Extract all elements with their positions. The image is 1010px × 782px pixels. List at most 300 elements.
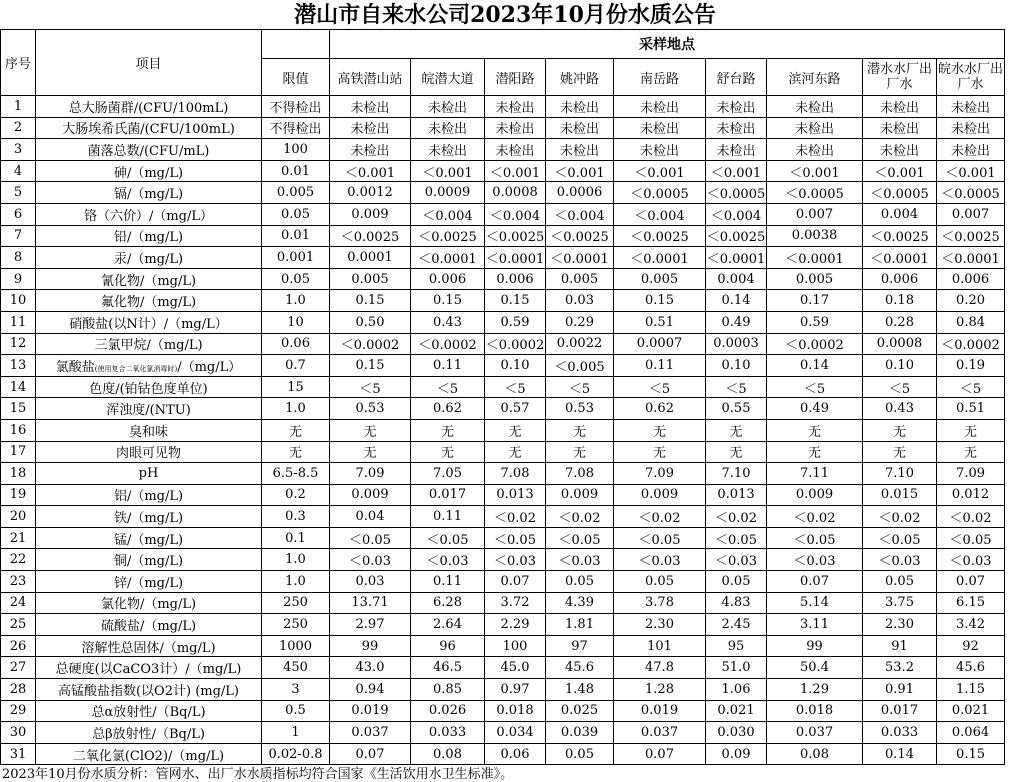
row-item: 溶解性总固体/（mg/L) — [36, 635, 262, 657]
row-value: ＜0.02 — [614, 506, 706, 528]
header-limit: 限值 — [262, 59, 330, 96]
row-value: 未检出 — [546, 96, 614, 118]
row-value: ＜0.001 — [767, 160, 863, 182]
row-item: 铜/（mg/L) — [36, 549, 262, 571]
row-value: 0.03 — [546, 290, 614, 312]
row-value: 未检出 — [411, 117, 485, 139]
row-value: 0.17 — [767, 290, 863, 312]
row-value: 7.09 — [330, 463, 411, 485]
row-value: ＜0.0001 — [767, 247, 863, 269]
row-limit: 0.005 — [262, 182, 330, 204]
row-value: 0.009 — [546, 484, 614, 506]
row-item: pH — [36, 463, 262, 485]
row-number: 4 — [1, 160, 36, 182]
table-row — [1, 117, 1005, 139]
row-value: ＜0.02 — [863, 506, 937, 528]
row-value: 未检出 — [767, 96, 863, 118]
row-limit: 1.0 — [262, 290, 330, 312]
row-value: 未检出 — [485, 117, 546, 139]
row-value: 0.015 — [863, 484, 937, 506]
row-value: 0.05 — [546, 571, 614, 593]
row-value: ＜0.03 — [706, 549, 767, 571]
row-value: 0.19 — [937, 355, 1005, 377]
table-row — [1, 657, 1005, 679]
row-item-name: 氯酸盐 — [55, 359, 95, 375]
row-value: 4.39 — [546, 592, 614, 614]
row-value: ＜0.0025 — [863, 225, 937, 247]
row-number: 18 — [1, 463, 36, 485]
row-value: ＜5 — [767, 376, 863, 398]
row-value: 0.08 — [411, 743, 485, 765]
row-value: 0.84 — [937, 311, 1005, 333]
table-row — [1, 268, 1005, 290]
row-value: 未检出 — [863, 96, 937, 118]
row-number: 30 — [1, 722, 36, 744]
row-number: 21 — [1, 527, 36, 549]
row-value: ＜0.05 — [706, 527, 767, 549]
row-value: ＜0.03 — [330, 549, 411, 571]
row-value: 0.004 — [863, 203, 937, 225]
row-value: ＜0.001 — [863, 160, 937, 182]
row-number: 28 — [1, 679, 36, 701]
row-value: 0.11 — [411, 571, 485, 593]
row-value: 6.28 — [411, 592, 485, 614]
row-value: 0.08 — [767, 743, 863, 765]
row-value: ＜0.03 — [546, 549, 614, 571]
row-value: 0.62 — [614, 398, 706, 420]
row-limit: 0.7 — [262, 355, 330, 377]
row-item: 臭和味 — [36, 419, 262, 441]
row-number: 27 — [1, 657, 36, 679]
row-value: 未检出 — [411, 139, 485, 161]
row-item: 氟化物/（mg/L) — [36, 290, 262, 312]
row-limit: 0.001 — [262, 247, 330, 269]
row-value: 0.0007 — [614, 333, 706, 355]
row-value: ＜0.03 — [614, 549, 706, 571]
row-number: 17 — [1, 441, 36, 463]
row-value: 45.6 — [937, 657, 1005, 679]
row-value: 无 — [614, 441, 706, 463]
row-value: ＜5 — [485, 376, 546, 398]
row-item: 砷/（mg/L) — [36, 160, 262, 182]
table-row — [1, 635, 1005, 657]
row-value: 0.43 — [863, 398, 937, 420]
row-value: 0.017 — [411, 484, 485, 506]
row-value: 0.019 — [614, 700, 706, 722]
row-value: 0.064 — [937, 722, 1005, 744]
row-value: ＜0.05 — [614, 527, 706, 549]
row-value: 0.49 — [767, 398, 863, 420]
row-value: 0.11 — [411, 355, 485, 377]
row-value: 0.10 — [863, 355, 937, 377]
row-value: 0.033 — [411, 722, 485, 744]
row-value: 3.75 — [863, 592, 937, 614]
row-value: 未检出 — [614, 139, 706, 161]
row-value: ＜0.004 — [546, 203, 614, 225]
header-site: 高铁潜山站 — [330, 59, 411, 96]
row-item-note: (使用复合二氧化氯消毒时) — [94, 364, 178, 373]
row-limit: 0.05 — [262, 268, 330, 290]
row-value: 无 — [706, 419, 767, 441]
row-value: ＜0.0025 — [330, 225, 411, 247]
row-value: 无 — [330, 419, 411, 441]
row-value: 0.57 — [485, 398, 546, 420]
row-value: ＜5 — [937, 376, 1005, 398]
row-value: ＜0.0002 — [330, 333, 411, 355]
row-limit: 250 — [262, 614, 330, 636]
row-item: 总α放射性/（Bq/L) — [36, 700, 262, 722]
row-limit: 1.0 — [262, 549, 330, 571]
row-value: 无 — [546, 441, 614, 463]
table-row — [1, 182, 1005, 204]
row-value: 5.14 — [767, 592, 863, 614]
row-value: 0.14 — [767, 355, 863, 377]
row-value: 0.0022 — [546, 333, 614, 355]
row-limit: 1000 — [262, 635, 330, 657]
row-value: 2.29 — [485, 614, 546, 636]
row-value: 0.10 — [485, 355, 546, 377]
row-value: 7.11 — [767, 463, 863, 485]
row-value: 0.0038 — [767, 225, 863, 247]
row-number: 20 — [1, 506, 36, 528]
table-row — [1, 614, 1005, 636]
row-number: 1 — [1, 96, 36, 118]
row-value: 43.0 — [330, 657, 411, 679]
row-item: 铁/（mg/L) — [36, 506, 262, 528]
row-number: 10 — [1, 290, 36, 312]
row-value: 无 — [706, 441, 767, 463]
row-value: 7.09 — [937, 463, 1005, 485]
table-row — [1, 527, 1005, 549]
row-value: ＜0.0001 — [863, 247, 937, 269]
row-item: 总硬度(以CaCO3计）/（mg/L) — [36, 657, 262, 679]
row-value: 0.53 — [330, 398, 411, 420]
row-value: 无 — [411, 441, 485, 463]
row-value: 0.43 — [411, 311, 485, 333]
row-limit: 无 — [262, 441, 330, 463]
row-value: 0.039 — [546, 722, 614, 744]
row-value: ＜0.0002 — [411, 333, 485, 355]
row-limit: 0.05 — [262, 203, 330, 225]
row-value: 2.30 — [614, 614, 706, 636]
row-value: ＜0.0002 — [767, 333, 863, 355]
row-number: 9 — [1, 268, 36, 290]
row-value: 无 — [937, 419, 1005, 441]
table-row — [1, 160, 1005, 182]
row-value: 无 — [485, 419, 546, 441]
row-value: 未检出 — [546, 139, 614, 161]
row-value: 0.10 — [706, 355, 767, 377]
row-value: 0.025 — [546, 700, 614, 722]
row-value: 0.28 — [863, 311, 937, 333]
row-item: 肉眼可见物 — [36, 441, 262, 463]
row-value: ＜0.0005 — [706, 182, 767, 204]
table-row — [1, 290, 1005, 312]
row-item: 大肠埃希氏菌/(CFU/100mL) — [36, 117, 262, 139]
row-value: 92 — [937, 635, 1005, 657]
row-value: 未检出 — [706, 117, 767, 139]
row-limit: 1 — [262, 722, 330, 744]
row-number: 31 — [1, 743, 36, 765]
row-item: 硝酸盐(以N计）/（mg/L） — [36, 311, 262, 333]
row-item: 菌落总数/(CFU/mL) — [36, 139, 262, 161]
row-value: ＜0.0002 — [485, 333, 546, 355]
row-value: ＜0.0001 — [546, 247, 614, 269]
row-value: ＜5 — [614, 376, 706, 398]
row-limit: 1.0 — [262, 398, 330, 420]
row-number: 12 — [1, 333, 36, 355]
row-value: 无 — [485, 441, 546, 463]
row-item: 锌/（mg/L) — [36, 571, 262, 593]
row-limit: 0.2 — [262, 484, 330, 506]
table-row — [1, 419, 1005, 441]
row-number: 14 — [1, 376, 36, 398]
row-value: 未检出 — [706, 139, 767, 161]
row-limit: 3 — [262, 679, 330, 701]
row-value: 无 — [863, 441, 937, 463]
row-number: 5 — [1, 182, 36, 204]
row-value: 未检出 — [937, 139, 1005, 161]
row-limit: 0.1 — [262, 527, 330, 549]
row-value: 0.05 — [546, 743, 614, 765]
row-value: 未检出 — [863, 117, 937, 139]
row-item: 总β放射性/（Bq/L) — [36, 722, 262, 744]
row-value: 无 — [411, 419, 485, 441]
row-value: ＜0.05 — [411, 527, 485, 549]
row-value: 未检出 — [330, 139, 411, 161]
row-value: ＜0.0005 — [937, 182, 1005, 204]
row-value: 0.017 — [863, 700, 937, 722]
header-seq: 序号 — [1, 30, 36, 96]
row-value: 0.009 — [330, 203, 411, 225]
row-value: 未检出 — [863, 139, 937, 161]
water-quality-table — [0, 29, 1005, 765]
row-value: 未检出 — [546, 117, 614, 139]
row-limit: 450 — [262, 657, 330, 679]
row-limit: 无 — [262, 419, 330, 441]
table-row — [1, 679, 1005, 701]
row-value: 2.30 — [863, 614, 937, 636]
table-row — [1, 355, 1005, 377]
table-row — [1, 311, 1005, 333]
row-value: 0.03 — [330, 571, 411, 593]
row-value: 0.62 — [411, 398, 485, 420]
table-row — [1, 96, 1005, 118]
row-number: 3 — [1, 139, 36, 161]
row-number: 23 — [1, 571, 36, 593]
row-value: 101 — [614, 635, 706, 657]
row-value: 1.15 — [937, 679, 1005, 701]
row-item: 铝/（mg/L) — [36, 484, 262, 506]
row-value: 0.14 — [863, 743, 937, 765]
row-value: 0.006 — [863, 268, 937, 290]
header-site: 南岳路 — [614, 59, 706, 96]
row-number: 6 — [1, 203, 36, 225]
row-value: 0.013 — [706, 484, 767, 506]
page-title: 潜山市自来水公司2023年10月份水质公告 — [294, 2, 716, 28]
row-value: 0.005 — [614, 268, 706, 290]
row-value: 4.83 — [706, 592, 767, 614]
row-item: 硫酸盐/（mg/L) — [36, 614, 262, 636]
row-value: 0.15 — [614, 290, 706, 312]
row-value: ＜0.001 — [411, 160, 485, 182]
row-value: 0.0006 — [546, 182, 614, 204]
row-value: 0.007 — [767, 203, 863, 225]
row-value: ＜0.005 — [546, 355, 614, 377]
row-value: ＜0.0025 — [546, 225, 614, 247]
row-value: 46.5 — [411, 657, 485, 679]
row-value: 91 — [863, 635, 937, 657]
row-value: 0.021 — [706, 700, 767, 722]
row-value: ＜0.02 — [546, 506, 614, 528]
row-value: 1.48 — [546, 679, 614, 701]
row-value: ＜0.001 — [485, 160, 546, 182]
row-value: 47.8 — [614, 657, 706, 679]
row-limit: 0.01 — [262, 225, 330, 247]
row-value: 0.019 — [330, 700, 411, 722]
row-number: 22 — [1, 549, 36, 571]
row-value: ＜0.0025 — [706, 225, 767, 247]
row-value: 0.0012 — [330, 182, 411, 204]
row-value: 2.97 — [330, 614, 411, 636]
table-row — [1, 722, 1005, 744]
row-value: 0.07 — [614, 743, 706, 765]
row-value: ＜0.03 — [937, 549, 1005, 571]
row-number: 13 — [1, 355, 36, 377]
row-value: ＜0.004 — [485, 203, 546, 225]
row-value: 7.10 — [863, 463, 937, 485]
row-value: 0.034 — [485, 722, 546, 744]
row-item: 铅/（mg/L) — [36, 225, 262, 247]
row-value: 3.78 — [614, 592, 706, 614]
table-row — [1, 463, 1005, 485]
row-value: 无 — [937, 441, 1005, 463]
row-value: ＜0.0025 — [614, 225, 706, 247]
row-value: 0.037 — [767, 722, 863, 744]
row-value: 无 — [863, 419, 937, 441]
row-value: 0.004 — [706, 268, 767, 290]
row-value: ＜0.02 — [937, 506, 1005, 528]
row-value: 0.005 — [767, 268, 863, 290]
row-value: 0.15 — [937, 743, 1005, 765]
row-value: 无 — [330, 441, 411, 463]
row-value: 0.05 — [863, 571, 937, 593]
row-value: ＜0.05 — [937, 527, 1005, 549]
table-row — [1, 441, 1005, 463]
row-value: 0.0008 — [863, 333, 937, 355]
row-item: 总大肠菌群/(CFU/100mL) — [36, 96, 262, 118]
row-item: 三氯甲烷/（mg/L) — [36, 333, 262, 355]
row-value: ＜5 — [706, 376, 767, 398]
row-value: 0.037 — [614, 722, 706, 744]
row-value: ＜0.02 — [767, 506, 863, 528]
row-value: ＜0.0025 — [411, 225, 485, 247]
header-site: 皖潜大道 — [411, 59, 485, 96]
row-value: 0.006 — [485, 268, 546, 290]
row-value: ＜0.004 — [614, 203, 706, 225]
row-number: 2 — [1, 117, 36, 139]
row-value: 未检出 — [614, 96, 706, 118]
table-row — [1, 571, 1005, 593]
row-value: 0.18 — [863, 290, 937, 312]
row-number: 11 — [1, 311, 36, 333]
row-value: ＜0.001 — [614, 160, 706, 182]
row-value: 未检出 — [485, 139, 546, 161]
row-value: ＜0.001 — [546, 160, 614, 182]
row-value: ＜0.004 — [411, 203, 485, 225]
row-value: 0.91 — [863, 679, 937, 701]
row-value: ＜0.03 — [863, 549, 937, 571]
row-value: 0.033 — [863, 722, 937, 744]
row-value: 96 — [411, 635, 485, 657]
table-row — [1, 506, 1005, 528]
row-value: 0.14 — [706, 290, 767, 312]
row-value: ＜0.004 — [706, 203, 767, 225]
row-value: 0.15 — [330, 355, 411, 377]
row-value: ＜5 — [546, 376, 614, 398]
row-value: ＜0.03 — [411, 549, 485, 571]
row-value: ＜0.0005 — [614, 182, 706, 204]
row-value: 未检出 — [330, 96, 411, 118]
row-value: 0.026 — [411, 700, 485, 722]
row-value: ＜0.05 — [330, 527, 411, 549]
row-value: 0.59 — [485, 311, 546, 333]
row-item: 高锰酸盐指数(以O2计) (mg/L) — [36, 679, 262, 701]
row-value: 0.018 — [767, 700, 863, 722]
row-value: 51.0 — [706, 657, 767, 679]
row-item: 镉/（mg/L) — [36, 182, 262, 204]
row-value: 无 — [614, 419, 706, 441]
header-site: 姚冲路 — [546, 59, 614, 96]
row-value: 未检出 — [706, 96, 767, 118]
row-value: 0.06 — [485, 743, 546, 765]
row-value: 未检出 — [614, 117, 706, 139]
table-row — [1, 743, 1005, 765]
row-number: 19 — [1, 484, 36, 506]
row-value: ＜0.05 — [485, 527, 546, 549]
row-item: 色度/(铂钴色度单位) — [36, 376, 262, 398]
row-value: 0.07 — [330, 743, 411, 765]
table-row — [1, 700, 1005, 722]
row-value: 0.20 — [937, 290, 1005, 312]
table-row — [1, 203, 1005, 225]
row-value: 0.53 — [546, 398, 614, 420]
row-number: 26 — [1, 635, 36, 657]
row-number: 7 — [1, 225, 36, 247]
row-item: 氰化物/（mg/L) — [36, 268, 262, 290]
row-limit: 250 — [262, 592, 330, 614]
row-value: ＜0.001 — [706, 160, 767, 182]
row-value: 7.05 — [411, 463, 485, 485]
row-number: 25 — [1, 614, 36, 636]
row-value: 0.51 — [937, 398, 1005, 420]
row-value: 1.28 — [614, 679, 706, 701]
row-value: ＜0.0001 — [411, 247, 485, 269]
row-value: 未检出 — [937, 96, 1005, 118]
row-value: 7.10 — [706, 463, 767, 485]
row-value: ＜0.001 — [937, 160, 1005, 182]
row-value: 0.15 — [330, 290, 411, 312]
row-value: 13.71 — [330, 592, 411, 614]
row-value: 0.94 — [330, 679, 411, 701]
row-value: 0.018 — [485, 700, 546, 722]
row-value: 0.97 — [485, 679, 546, 701]
row-limit: 0.02-0.8 — [262, 743, 330, 765]
row-item: 铬（六价）/（mg/L） — [36, 203, 262, 225]
row-value: 7.09 — [614, 463, 706, 485]
row-value: 未检出 — [937, 117, 1005, 139]
row-item: 锰/（mg/L) — [36, 527, 262, 549]
